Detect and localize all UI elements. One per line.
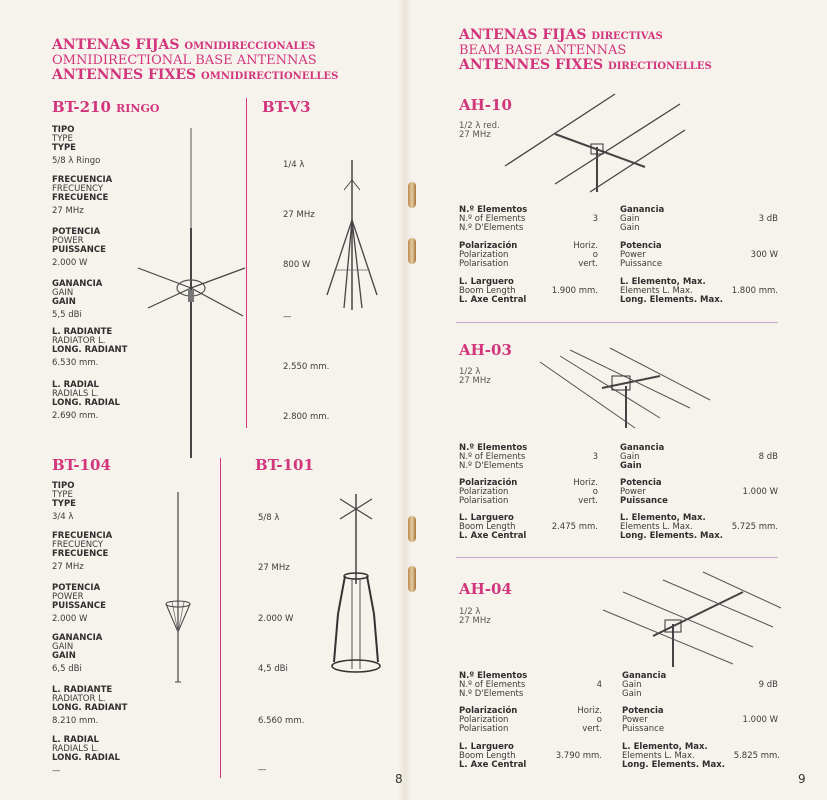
left-section-title: ANTENAS FIJAS OMNIDIRECCIONALES OMNIDIRECTIONAL BASE ANTENNAS ANTENNES FIXES OMNIDIRECTIONELLES [52,37,339,83]
right-section-title: ANTENAS FIJAS DIRECTIVAS BEAM BASE ANTENNAS ANTENNES FIXES DIRECTIONELLES [459,27,712,73]
bt101-title: BT-101 [255,456,314,474]
btv3-potencia: 800 W [283,260,311,270]
ah03-potencia-value: 1.000 W [742,487,778,497]
ah10-potencia-label: Potencia Power Puissance [620,241,663,269]
bt101-l-radiante: 6.560 mm. [258,716,305,726]
ah04-ganancia-value: 9 dB [758,680,778,690]
bt101-potencia: 2.000 W [258,614,294,624]
ah03-antenna-drawing [540,348,720,438]
ah03-title: AH-03 [459,341,512,359]
btv3-title: BT-V3 [262,98,311,116]
bt104-potencia: POTENCIA POWER PUISSANCE 2.000 W [52,583,106,624]
bt210-tipo: TIPO TYPE TYPE 5/8 λ Ringo [52,125,101,166]
divider [220,458,221,778]
ah04-larguero-value: 3.790 mm. [555,751,602,761]
ah03-l-elemento-label: L. Elemento, Max. Elements L. Max. Long. Elements. Max. [620,513,723,541]
ah03-ganancia-value: 8 dB [758,452,778,462]
ah04-tipo-frec: 1/2 λ 27 MHz [459,607,491,626]
ah10-antenna-drawing [505,92,695,192]
ah04-l-elemento-value: 5.825 mm. [733,751,780,761]
page-fold [398,0,412,800]
ah03-l-elemento-value: 5.725 mm. [731,522,778,532]
ah10-polarizacion-label: Polarización Polarization Polarisation [459,241,518,269]
ah10-ganancia-label: Ganancia Gain Gain [620,205,665,233]
ah03-larguero-value: 2.475 mm. [551,522,598,532]
btv3-antenna-drawing [322,160,382,340]
bt210-l-radiante: L. RADIANTE RADIATOR L. LONG. RADIANT 6.530 mm. [52,327,128,368]
page-number-right: 9 [798,772,806,786]
section-divider [456,322,778,323]
bt104-frecuencia: FRECUENCIA FRECUENCY FRECUENCE 27 MHz [52,531,113,572]
bt101-antenna-drawing [326,494,386,694]
ah03-elementos-label: N.º Elementos N.º of Elements N.º D'Elements [459,443,528,471]
btv3-ganancia: — [283,312,292,322]
bt101-l-radial: — [258,765,267,775]
ah04-larguero-label: L. Larguero Boom Length L. Axe Central [459,742,527,770]
binder-clip [408,566,416,592]
ah10-l-elemento-label: L. Elemento, Max. Elements L. Max. Long. Elements. Max. [620,277,723,305]
btv3-l-radial: 2.800 mm. [283,412,330,422]
ah10-elementos-value: 3 [592,214,598,224]
ah10-polarizacion-value: Horiz. o vert. [573,241,598,269]
ah03-potencia-label: Potencia Power Puissance [620,478,668,506]
ah04-potencia-value: 1.000 W [742,715,778,725]
ah04-potencia-label: Potencia Power Puissance [622,706,665,734]
bt210-potencia: POTENCIA POWER PUISSANCE 2.000 W [52,227,106,268]
ah10-elementos-label: N.º Elementos N.º of Elements N.º D'Elements [459,205,528,233]
ah04-l-elemento-label: L. Elemento, Max. Elements L. Max. Long. Elements. Max. [622,742,725,770]
ah10-larguero-value: 1.900 mm. [551,286,598,296]
ah04-ganancia-label: Ganancia Gain Gain [622,671,667,699]
bt101-frecuencia: 27 MHz [258,563,290,573]
binder-clip [408,238,416,264]
bt104-l-radiante: L. RADIANTE RADIATOR L. LONG. RADIANT 8.210 mm. [52,685,128,726]
ah04-polarizacion-value: Horiz. o vert. [577,706,602,734]
ah03-polarizacion-label: Polarización Polarization Polarisation [459,478,518,506]
ah04-polarizacion-label: Polarización Polarization Polarisation [459,706,518,734]
btv3-l-radiante: 2.550 mm. [283,362,330,372]
btv3-frecuencia: 27 MHz [283,210,315,220]
page-number-left: 8 [395,772,403,786]
binder-clip [408,516,416,542]
bt104-title: BT-104 [52,456,111,474]
ah10-tipo-frec: 1/2 λ red. 27 MHz [459,121,500,140]
bt101-tipo: 5/8 λ [258,513,280,523]
section-divider [456,557,778,558]
ah04-elementos-label: N.º Elementos N.º of Elements N.º D'Elements [459,671,528,699]
bt104-antenna-drawing [158,492,198,692]
ah04-title: AH-04 [459,580,512,598]
ah04-antenna-drawing [603,572,783,672]
binder-clip [408,182,416,208]
bt210-title: BT-210 RINGO [52,98,160,116]
bt104-tipo: TIPO TYPE TYPE 3/4 λ [52,481,76,522]
bt210-ganancia: GANANCIA GAIN GAIN 5,5 dBi [52,279,103,320]
ah10-l-elemento-value: 1.800 mm. [731,286,778,296]
ah10-larguero-label: L. Larguero Boom Length L. Axe Central [459,277,527,305]
ah10-potencia-value: 300 W [750,250,778,260]
bt101-ganancia: 4,5 dBi [258,664,288,674]
ah03-ganancia-label: Ganancia Gain Gain [620,443,665,471]
ah03-larguero-label: L. Larguero Boom Length L. Axe Central [459,513,527,541]
ah03-tipo-frec: 1/2 λ 27 MHz [459,367,491,386]
ah03-elementos-value: 3 [592,452,598,462]
btv3-tipo: 1/4 λ [283,160,305,170]
bt210-antenna-drawing [133,128,253,458]
bt104-ganancia: GANANCIA GAIN GAIN 6,5 dBi [52,633,103,674]
bt210-l-radial: L. RADIAL RADIALS L. LONG. RADIAL 2.690 mm. [52,380,120,421]
ah03-polarizacion-value: Horiz. o vert. [573,478,598,506]
ah04-elementos-value: 4 [596,680,602,690]
bt210-frecuencia: FRECUENCIA FRECUENCY FRECUENCE 27 MHz [52,175,113,216]
ah10-title: AH-10 [459,96,512,114]
bt104-l-radial: L. RADIAL RADIALS L. LONG. RADIAL — [52,735,120,776]
ah10-ganancia-value: 3 dB [758,214,778,224]
